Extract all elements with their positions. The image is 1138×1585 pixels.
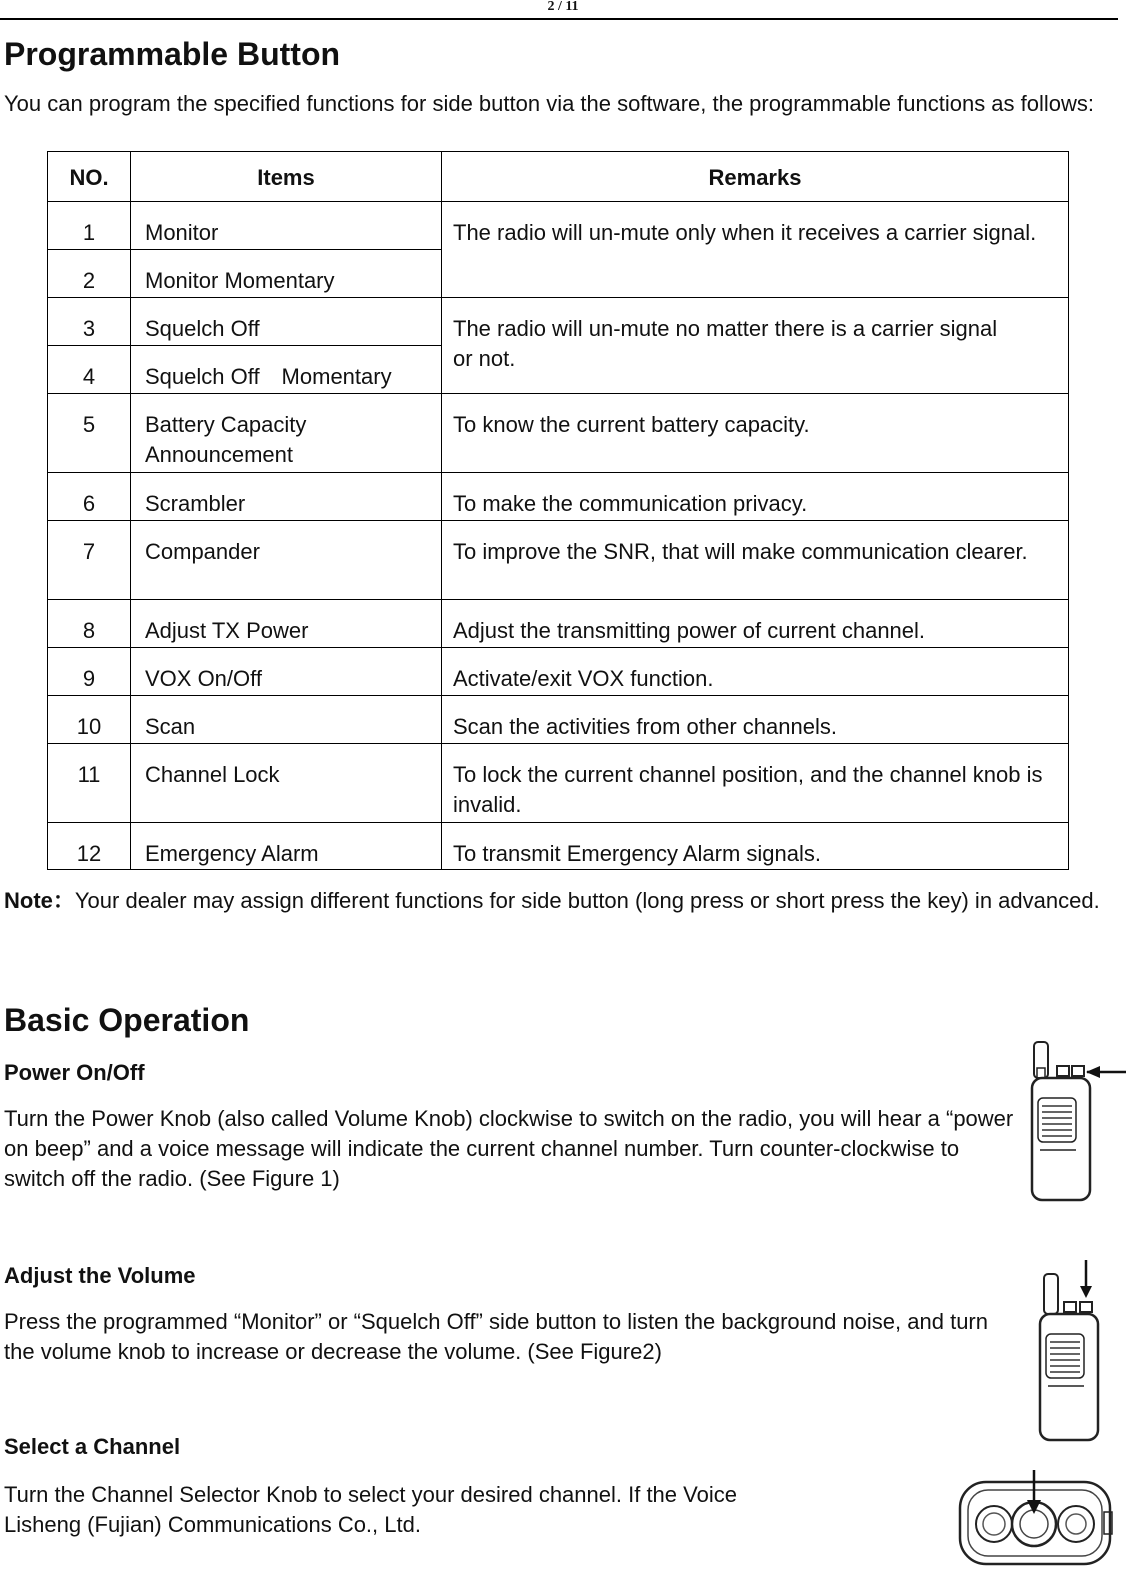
table-row <box>48 600 1069 648</box>
row-no: 8 <box>48 600 131 648</box>
row-remark: The radio will un-mute no matter there is a carrier signal or not. <box>442 298 1069 394</box>
row-item: Emergency Alarm <box>131 823 442 870</box>
row-item: Monitor Momentary <box>131 250 442 298</box>
row-item: Squelch Off Momentary <box>131 346 442 394</box>
intro-paragraph: You can program the specified functions for side button via the software, the programmable functions as follows: <box>4 91 1095 116</box>
row-item: Battery Capacity Announcement <box>131 394 442 473</box>
table-row <box>48 202 1069 250</box>
row-remark: The radio will un-mute only when it receives a carrier signal. <box>442 202 1069 298</box>
power-paragraph: Turn the Power Knob (also called Volume Knob) clockwise to switch on the radio, you will hear a “power on beep” and a voice message will indicate the current channel number. Turn counter-clockwise to switch off the radio. (See Figure 1) <box>4 1106 1014 1191</box>
radio-power-knob-figure <box>1030 1038 1130 1204</box>
row-remark: To lock the current channel position, and the channel knob is invalid. <box>442 744 1069 823</box>
table-row <box>48 823 1069 870</box>
row-item: Scrambler <box>131 473 442 521</box>
row-remark: To make the communication privacy. <box>442 473 1069 521</box>
antenna-base-icon <box>976 1506 1012 1542</box>
table-row <box>48 648 1069 696</box>
table-row <box>48 744 1069 823</box>
radio-body-icon <box>1032 1078 1090 1200</box>
knob-icon <box>1064 1302 1076 1312</box>
note-paragraph <box>4 886 1124 916</box>
programmable-functions-table <box>47 151 1069 870</box>
table-header-row <box>48 152 1069 202</box>
section-title-basic-operation: Basic Operation <box>4 1002 250 1038</box>
row-no: 4 <box>48 346 131 394</box>
heading-select-channel: Select a Channel <box>4 1434 181 1459</box>
row-remark: To improve the SNR, that will make communication clearer. <box>442 521 1069 600</box>
antenna-icon <box>1034 1042 1048 1078</box>
row-no: 10 <box>48 696 131 744</box>
row-remark: To know the current battery capacity. <box>442 394 1069 473</box>
row-remark: Activate/exit VOX function. <box>442 648 1069 696</box>
row-item: VOX On/Off <box>131 648 442 696</box>
heading-power-on-off: Power On/Off <box>4 1060 145 1085</box>
table-row <box>48 473 1069 521</box>
volume-knob-icon <box>1058 1506 1094 1542</box>
row-item: Adjust TX Power <box>131 600 442 648</box>
header-no: NO. <box>48 152 131 202</box>
row-item: Channel Lock <box>131 744 442 823</box>
volume-paragraph: Press the programmed “Monitor” or “Squelch Off” side button to listen the background noise, and turn the volume knob to increase or decrease the volume. (See Figure2) <box>4 1309 988 1364</box>
note-label: Note： <box>4 888 75 913</box>
row-no: 1 <box>48 202 131 250</box>
row-remark: Scan the activities from other channels. <box>442 696 1069 744</box>
header-rule <box>0 18 1118 20</box>
row-no: 3 <box>48 298 131 346</box>
channel-paragraph: Turn the Channel Selector Knob to select your desired channel. If the Voice <box>4 1482 737 1507</box>
row-remark: To transmit Emergency Alarm signals. <box>442 823 1069 870</box>
row-item: Scan <box>131 696 442 744</box>
footer-company: Lisheng (Fujian) Communications Co., Ltd. <box>4 1512 421 1537</box>
row-remark: Adjust the transmitting power of current channel. <box>442 600 1069 648</box>
row-item: Compander <box>131 521 442 600</box>
table-row <box>48 394 1069 473</box>
header-items: Items <box>131 152 442 202</box>
table-row <box>48 298 1069 346</box>
row-no: 6 <box>48 473 131 521</box>
row-no: 5 <box>48 394 131 473</box>
header-remarks: Remarks <box>442 152 1069 202</box>
page-number: 2 / 11 <box>547 0 579 14</box>
row-item: Monitor <box>131 202 442 250</box>
row-no: 2 <box>48 250 131 298</box>
row-no: 12 <box>48 823 131 870</box>
knob-icon <box>1057 1066 1069 1076</box>
radio-channel-knob-figure <box>954 1468 1118 1568</box>
row-item: Squelch Off <box>131 298 442 346</box>
row-no: 7 <box>48 521 131 600</box>
section-title-programmable-button: Programmable Button <box>4 36 341 72</box>
note-text: Your dealer may assign different functions for side button (long press or short press the key) in advanced. <box>74 888 1100 913</box>
row-no: 9 <box>48 648 131 696</box>
row-no: 11 <box>48 744 131 823</box>
table-row <box>48 696 1069 744</box>
antenna-icon <box>1044 1274 1058 1314</box>
table-row <box>48 521 1069 600</box>
heading-adjust-volume: Adjust the Volume <box>4 1263 196 1288</box>
radio-volume-figure <box>1036 1258 1108 1444</box>
